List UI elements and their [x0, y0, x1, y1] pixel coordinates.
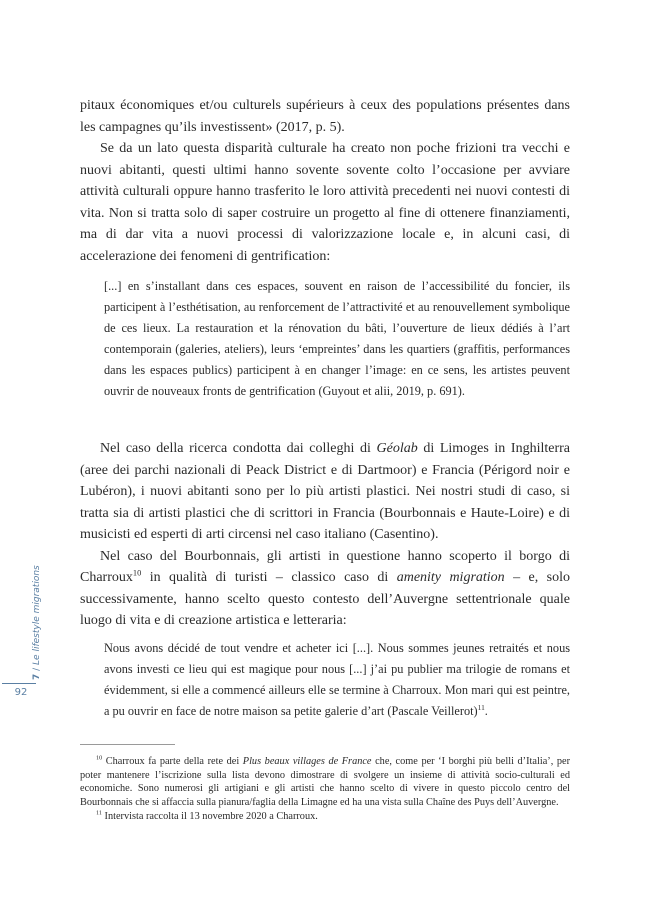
- italic-amenity-migration: amenity migration: [396, 570, 505, 585]
- footnote-10: $^{10}$ Charroux fa parte della rete dei Plus beaux villages de France che, come per ‘I borghi più belli d’Italia’, per poter mantenere l’iscrizione sulla lista devono dimostrare di svolgere un insieme di attività socio-culturali ed economiche. Sono numerosi gli artigiani e gli artisti che hanno scelto di vivere in questo piccolo centro del Bourbonnais che si affaccia sulla pianura/faglia della Limagne ed ha una vista sulla Chaîne des Puys dell’Auvergne.: [80, 754, 571, 809]
- italic-plus-beaux-villages: Plus beaux villages de France: [242, 756, 372, 767]
- footnote-ref-11[interactable]: 11: [477, 702, 485, 712]
- block-quote-veillerot: Nous avons décidé de tout vendre et acheter ici [...]. Nous sommes jeunes retraités et nous avons investi ce lieu qui est magique pour nous [...] j’ai pu publier ma trilogie de romans et évidemment, si elle a commencé ailleurs elle se termine à Charroux. Mon mari qui est peintre, a pu ouvrir en face de notre maison sa petite galerie d’art (Pascale Veillerot)$^{11}$.: [104, 641, 570, 718]
- page-number: 92: [14, 687, 28, 698]
- footnote-divider: [80, 744, 175, 745]
- page-number-rule: [2, 683, 36, 684]
- footnote-mark-11: 11: [96, 809, 102, 817]
- footnote-11: $^{11}$ Intervista raccolta il 13 novembre 2020 a Charroux.: [96, 809, 318, 822]
- chapter-title: Le lifestyle migrations: [32, 565, 42, 665]
- paragraph-geolab: Nel caso della ricerca condotta dai colleghi di Géolab di Limoges in Inghilterra (aree dei parchi nazionali di Peack District e di Dartmoor) e Francia (Périgord noir e Lubéron), i nuovi abitanti sono per lo più artisti plastici. Nei nostri studi di caso, si tratta sia di artisti plastici che di scrittori in Francia (Bourbonnais e Haute-Loire) e di musicisti ed esperti di arti circensi nel caso italiano (Casentino).: [80, 441, 570, 542]
- header-separator: /: [32, 664, 42, 674]
- running-header: [20, 565, 42, 680]
- body-paragraphs-top: [80, 95, 570, 267]
- footnote-mark-10: 10: [96, 754, 103, 762]
- block-quote-gentrification: [...] en s’installant dans ces espaces, souvent en raison de l’accessibilité du foncier, ils participent à l’esthétisation, au renforcement de l’attractivité et au renouvellement symbolique de ces lieux. La restauration et la rénovation du bâti, l’ouverture de lieux dédiés à l’art contemporain (galeries, ateliers), leurs ‘empreintes’ dans les quartiers (graffitis, performances dans les espaces publics) participent à en changer l’image: en ce sens, les artistes peuvent ouvrir de nouveaux fronts de gentrification (Guyout et alii, 2019, p. 691).: [104, 279, 570, 398]
- footnotes: [80, 755, 570, 824]
- paragraph-disparita: Se da un lato questa disparità culturale ha creato non poche frizioni tra vecchi e nuovi abitanti, questi ultimi hanno sovente sovente colto l’occasione per avviare attività culturali oppure hanno trasferito le loro attività precedenti nei nuovi contesti di vita. Non si tratta solo di saper costruire un progetto al fine di ottenere finanziamenti, ma di dar vita a nuovi processi di valorizzazione locale e, in alcuni casi, di accelerazione dei fenomeni di gentrification:: [80, 141, 570, 264]
- footnote-ref-10[interactable]: 10: [132, 568, 142, 578]
- italic-geolab: Géolab: [376, 441, 418, 456]
- paragraph-bourbonnais: Nel caso del Bourbonnais, gli artisti in questione hanno scoperto il borgo di Charroux$^{10}$ in qualità di turisti – classico caso di amenity migration – e, solo successivamente, hanno scelto questo contesto dell’Auvergne settentrionale quale luogo di vita e di creazione artistica e letteraria:: [80, 548, 570, 628]
- paragraph-continuation: pitaux économiques et/ou culturels supérieurs à ceux des populations présentes dans les campagnes qu’ils investissent» (2017, p. 5).: [80, 98, 570, 135]
- chapter-number: 7: [32, 673, 42, 680]
- body-paragraphs-middle: [80, 438, 570, 632]
